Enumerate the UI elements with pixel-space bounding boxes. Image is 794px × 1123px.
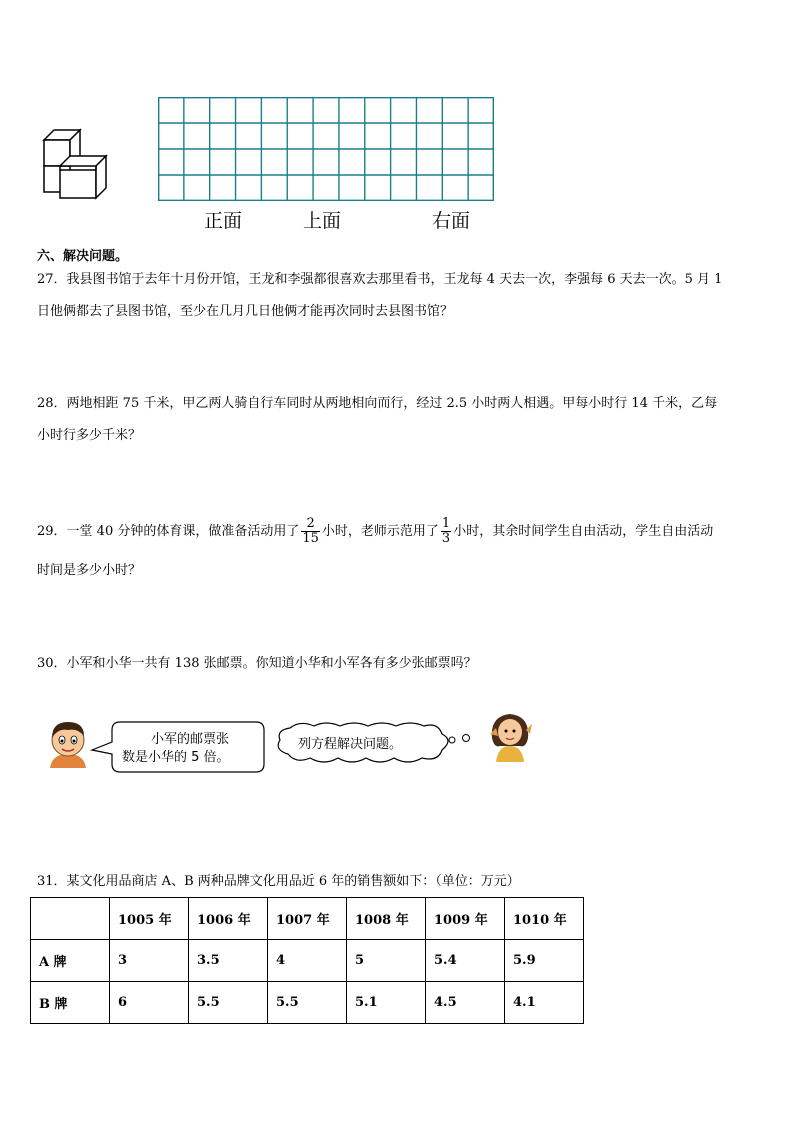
table-cell: 4: [268, 940, 347, 982]
table-cell: 4.5: [426, 982, 505, 1024]
table-header-cell: 1009 年: [426, 898, 505, 940]
speech-line2: 数是小华的 5 倍。: [122, 750, 230, 765]
q29-part1: 29．一堂 40 分钟的体育课，做准备活动用了: [37, 524, 300, 539]
fraction-numerator: 2: [306, 516, 315, 531]
sales-table: [30, 897, 584, 1024]
table-header-cell: 1005 年: [110, 898, 189, 940]
table-row-label: B 牌: [31, 982, 110, 1024]
fraction-denominator: 3: [441, 531, 451, 546]
table-cell: 4.1: [505, 982, 584, 1024]
table-cell: 3.5: [189, 940, 268, 982]
table-header-cell: 1010 年: [505, 898, 584, 940]
fraction-2-15: [301, 517, 320, 546]
fraction-denominator: 15: [302, 531, 319, 546]
table-cell: 5.1: [347, 982, 426, 1024]
stacked-cubes-icon: [40, 126, 112, 200]
table-header-cell: 1006 年: [189, 898, 268, 940]
table-header-row: [31, 898, 584, 940]
boy-avatar-icon: [44, 718, 92, 770]
q30-text: 30．小军和小华一共有 138 张邮票。你知道小华和小军各有多少张邮票吗？: [37, 656, 477, 671]
q28-line2: 小时行多少千米？: [37, 428, 142, 443]
table-cell: 5: [347, 940, 426, 982]
q29-line1: [37, 515, 713, 549]
label-right-view: 右面: [432, 210, 471, 232]
fraction-numerator: 1: [441, 516, 451, 531]
table-cell: 5.4: [426, 940, 505, 982]
q27-line2: 日他俩都去了县图书馆，至少在几月几日他俩才能再次同时去县图书馆？: [37, 304, 454, 319]
q28-line1: 28．两地相距 75 千米，甲乙两人骑自行车同时从两地相向而行，经过 2.5 小时两人相遇。甲每小时行 14 千米，乙每: [37, 396, 718, 411]
thought-text: 列方程解决问题。: [298, 737, 403, 752]
label-front-view: 正面: [204, 210, 243, 232]
table-cell: 5.9: [505, 940, 584, 982]
table-header-cell: 1008 年: [347, 898, 426, 940]
table-cell: 5.5: [189, 982, 268, 1024]
fraction-1-3: [441, 517, 451, 546]
view-drawing-grid: [158, 97, 494, 201]
table-cell: 5.5: [268, 982, 347, 1024]
q27-line1: 27．我县图书馆于去年十月份开馆，王龙和李强都很喜欢去那里看书，王龙每 4 天去一次，李强每 6 天去一次。5 月 1: [37, 272, 723, 287]
table-cell: 3: [110, 940, 189, 982]
label-top-view: 上面: [303, 210, 342, 232]
table-row-label: A 牌: [31, 940, 110, 982]
table-header-cell: 1007 年: [268, 898, 347, 940]
q29-part3: 小时，其余时间学生自由活动，学生自由活动: [453, 524, 714, 539]
table-header-cell: [31, 898, 110, 940]
section-title: 六、解决问题。: [37, 249, 129, 264]
speech-line1: 小军的邮票张: [151, 732, 230, 747]
girl-avatar-icon: [486, 708, 534, 764]
q29-line2: 时间是多少小时？: [37, 563, 142, 578]
table-cell: 6: [110, 982, 189, 1024]
table-row: [31, 940, 584, 982]
table-row: [31, 982, 584, 1024]
q31-text: 31．某文化用品商店 A、B 两种品牌文化用品近 6 年的销售额如下：（单位：万元）: [37, 874, 520, 889]
q29-part2: 小时，老师示范用了: [321, 524, 439, 539]
